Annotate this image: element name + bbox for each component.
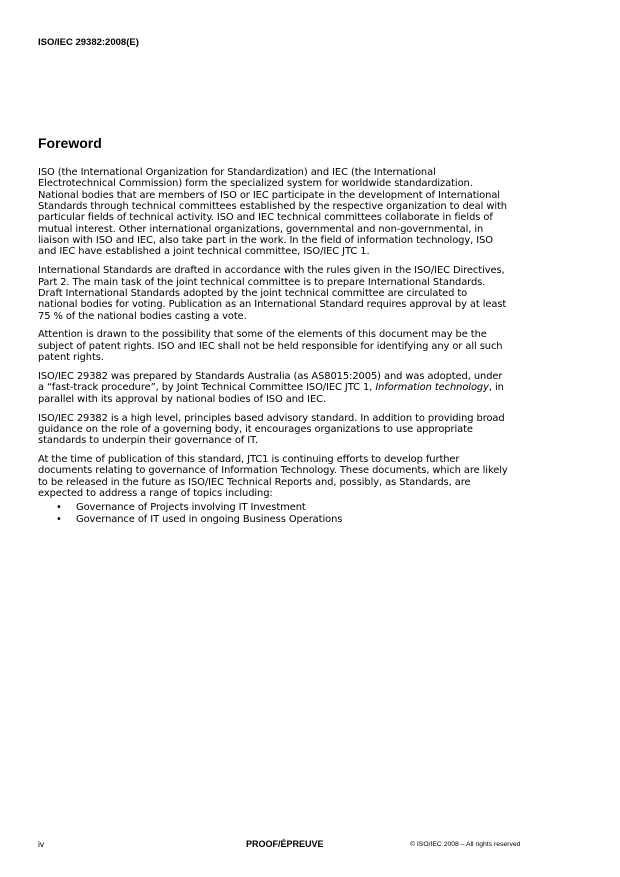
- copyright-notice: © ISO/IEC 2008 – All rights reserved: [410, 841, 521, 848]
- paragraph-organizations: ISO (the International Organization for Standardization) and IEC (the International Electrotechnical Commission) form the specialized system for worldwide standardization. National bodies that are members of ISO or IEC participate in the development of International Standards through technical committees established by the respective organization to deal with particular fields of technical activity. ISO and IEC technical committees collaborate in fields of mutual interest. Other international organizations, governmental and non-governmental, in liaison with ISO and IEC, also take part in the work. In the field of information technology, ISO and IEC have established a joint technical committee, ISO/IEC JTC 1.: [38, 167, 507, 258]
- paragraph-scope: ISO/IEC 29382 is a high level, principles based advisory standard. In addition to providing broad guidance on the role of a governing body, it encourages organizations to use appropriate standards to underpin their governance of IT.: [38, 412, 505, 447]
- foreword-body: [38, 167, 508, 525]
- proof-label: PROOF/ÉPREUVE: [246, 839, 324, 849]
- page-number: iv: [38, 839, 45, 849]
- list-item: [56, 502, 508, 513]
- list-item-text: Governance of Projects involving IT Investment: [76, 502, 306, 514]
- preparation-text-end: , in parallel with its approval by national bodies of ISO and IEC.: [38, 382, 504, 405]
- preparation-text-start: ISO/IEC 29382 was prepared by Standards Australia (as AS8015:2005) and was adopted, under a “fast-track procedure”, by Joint Technical Committee ISO/IEC JTC 1,: [38, 371, 503, 394]
- paragraph-future-work: At the time of publication of this standard, JTC1 is continuing efforts to develop further documents relating to governance of Information Technology. These documents, which are likely to be released in the future as ISO/IEC Technical Reports and, possibly, as Standards, are expected to address a range of topics including:: [38, 454, 508, 500]
- paragraph-patent-rights: Attention is drawn to the possibility that some of the elements of this document may be the subject of patent rights. ISO and IEC shall not be held responsible for identifying any or all such patent rights.: [38, 329, 503, 364]
- paragraph-preparation: [38, 371, 508, 405]
- paragraph-drafting-rules: International Standards are drafted in accordance with the rules given in the ISO/IEC Directives, Part 2. The main task of the joint technical committee is to prepare International Standards. Draft International Standards adopted by the joint technical committee are circulated to national bodies for voting. Publication as an International Standard requires approval by at least 75 % of the national bodies casting a vote.: [38, 265, 507, 322]
- list-item: [56, 514, 508, 525]
- topic-list: [38, 502, 508, 525]
- bullet-icon: •: [56, 513, 62, 525]
- document-id-header: ISO/IEC 29382:2008(E): [38, 37, 139, 48]
- list-item-text: Governance of IT used in ongoing Business Operations: [76, 513, 343, 525]
- foreword-heading: Foreword: [38, 135, 102, 151]
- committee-title-italic: Information technology: [375, 382, 489, 394]
- bullet-icon: •: [56, 502, 62, 514]
